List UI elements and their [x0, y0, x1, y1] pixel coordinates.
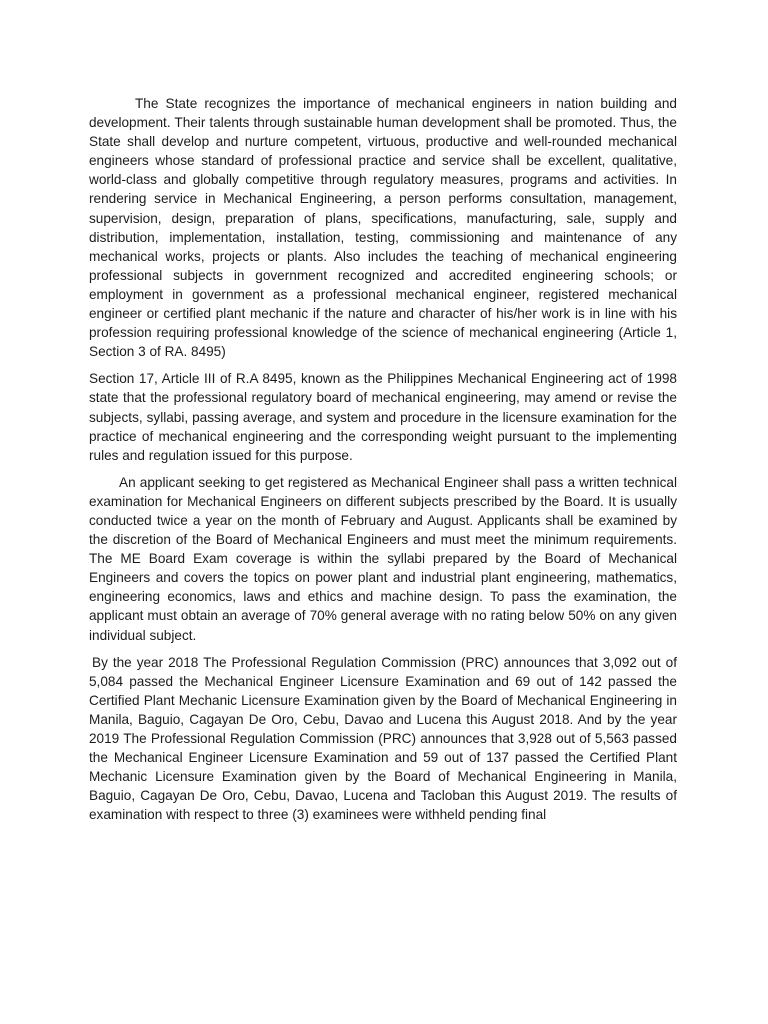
paragraph-section-17: Section 17, Article III of R.A 8495, known as the Philippines Mechanical Engineering act of 1998 state that the professional regulatory board of mechanical engineering, may amend or revise the subjects, syllabi, passing average, and system and procedure in the licensure examination for the practice of mechanical engineering and the corresponding weight pursuant to the implementing rules and regulation issued for this purpose.: [89, 371, 677, 463]
paragraph-applicant-requirements: An applicant seeking to get registered as Mechanical Engineer shall pass a written technical examination for Mechanical Engineers on different subjects prescribed by the Board. It is usually conducted twice a year on the month of February and August. Applicants shall be examined by the discretion of the Board of Mechanical Engineers and must meet the minimum requirements. The ME Board Exam coverage is within the syllabi prepared by the Board of Mechanical Engineers and covers the topics on power plant and industrial plant engineering, mathematics, engineering economics, laws and ethics and machine design. To pass the examination, the applicant must obtain an average of 70% general average with no rating below 50% on any given individual subject.: [89, 474, 677, 643]
paragraph-state-recognition: The State recognizes the importance of mechanical engineers in nation building and development. Their talents through sustainable human development shall be promoted. Thus, the State shall develop and nurture competent, virtuous, productive and well-rounded mechanical engineers whose standard of professional practice and service shall be excellent, qualitative, world-class and globally competitive through regulatory measures, programs and activities. In rendering service in Mechanical Engineering, a person performs consultation, management, supervision, design, preparation of plans, specifications, manufacturing, sale, supply and distribution, implementation, installation, testing, commissioning and maintenance of any mechanical works, projects or plants. Also includes the teaching of mechanical engineering professional subjects in government recognized and accredited engineering schools; or employment in government as a professional mechanical engineer, registered mechanical engineer or certified plant mechanic if the nature and character of his/her work is in line with his profession requiring professional knowledge of the science of mechanical engineering (Article 1, Section 3 of RA. 8495): [89, 96, 677, 360]
document-page: [89, 94, 677, 832]
paragraph-exam-results: By the year 2018 The Professional Regulation Commission (PRC) announces that 3,092 out of 5,084 passed the Mechanical Engineer Licensure Examination and 69 out of 142 passed the Certified Plant Mechanic Licensure Examination given by the Board of Mechanical Engineering in Manila, Baguio, Cagayan De Oro, Cebu, Davao and Lucena this August 2018. And by the year 2019 The Professional Regulation Commission (PRC) announces that 3,928 out of 5,563 passed the Mechanical Engineer Licensure Examination and 59 out of 137 passed the Certified Plant Mechanic Licensure Examination given by the Board of Mechanical Engineering in Manila, Baguio, Cagayan De Oro, Cebu, Davao, Lucena and Tacloban this August 2019. The results of examination with respect to three (3) examinees were withheld pending final: [89, 654, 677, 823]
